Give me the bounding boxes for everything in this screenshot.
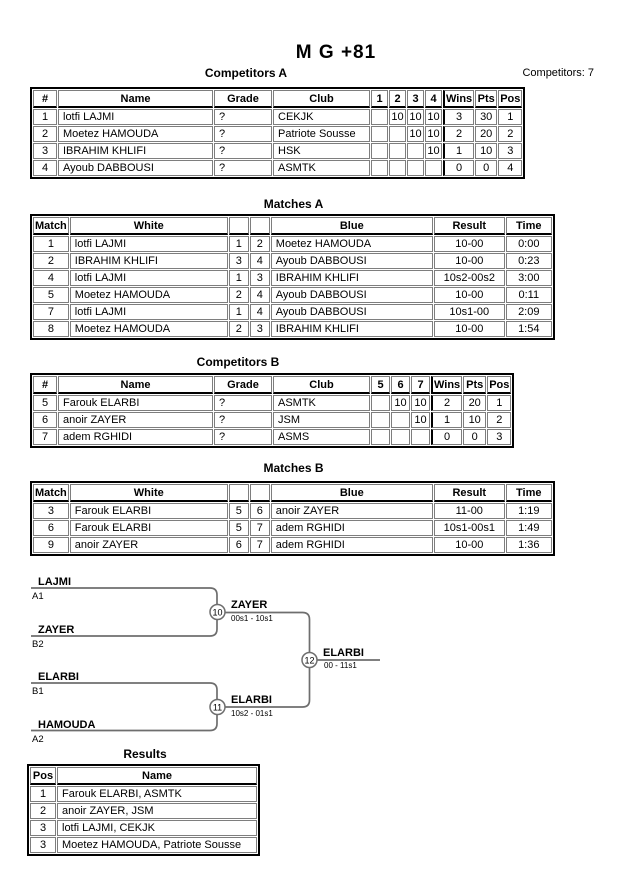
table-header-row bbox=[33, 217, 552, 235]
table-cell: 3 bbox=[30, 820, 56, 836]
bracket-sf1-top-seed: A1 bbox=[32, 591, 44, 602]
table-row bbox=[33, 304, 552, 320]
match-10-number: 10 bbox=[212, 607, 223, 618]
competitors-b-table bbox=[30, 373, 514, 448]
table-cell: ? bbox=[214, 109, 272, 125]
table-cell: 10-00 bbox=[434, 253, 505, 269]
table-cell: 4 bbox=[33, 270, 69, 286]
table-cell: 10-00 bbox=[434, 537, 505, 553]
matches-b-table bbox=[30, 481, 555, 556]
table-cell: 10s2-00s2 bbox=[434, 270, 505, 286]
table-cell: Ayoub DABBOUSI bbox=[58, 160, 213, 176]
column-header: # bbox=[33, 90, 57, 108]
table-row bbox=[30, 803, 257, 819]
column-header: Match bbox=[33, 484, 69, 502]
table-cell: 1:36 bbox=[506, 537, 552, 553]
table-cell bbox=[425, 160, 442, 176]
column-header: Name bbox=[58, 90, 213, 108]
table-cell: 5 bbox=[33, 395, 57, 411]
bracket-sf1-score: 00s1 - 10s1 bbox=[231, 614, 273, 623]
bracket-sf1-bottom-name: ZAYER bbox=[38, 624, 75, 636]
table-cell: 10 bbox=[407, 126, 424, 142]
column-header: Pts bbox=[463, 376, 486, 394]
column-header: 4 bbox=[425, 90, 442, 108]
table-cell: 1 bbox=[33, 236, 69, 252]
table-cell: 3:00 bbox=[506, 270, 552, 286]
table-row bbox=[33, 429, 511, 445]
table-cell bbox=[371, 412, 390, 428]
table-header-row bbox=[33, 376, 511, 394]
table-cell: 1 bbox=[229, 236, 249, 252]
table-cell: 1 bbox=[487, 395, 511, 411]
table-cell: 2 bbox=[229, 321, 249, 337]
table-cell: 2 bbox=[30, 803, 56, 819]
table-cell: 6 bbox=[250, 503, 270, 519]
table-cell: ? bbox=[214, 412, 272, 428]
table-cell: 3 bbox=[250, 270, 270, 286]
column-header: Club bbox=[273, 90, 370, 108]
table-cell: 2 bbox=[487, 412, 511, 428]
bracket-sf2-winner: ELARBI bbox=[231, 694, 272, 706]
table-cell: 3 bbox=[443, 109, 474, 125]
table-cell: 2 bbox=[443, 126, 474, 142]
table-cell: 0:11 bbox=[506, 287, 552, 303]
competitors-count: Competitors: 7 bbox=[522, 67, 594, 79]
bracket-line-final-connector bbox=[218, 613, 310, 708]
table-cell: 4 bbox=[33, 160, 57, 176]
column-header: Blue bbox=[271, 217, 433, 235]
results-table bbox=[27, 764, 260, 856]
table-cell bbox=[371, 160, 388, 176]
column-header: 3 bbox=[407, 90, 424, 108]
table-cell: ? bbox=[214, 143, 272, 159]
bracket-sf2-bottom-seed: A2 bbox=[32, 734, 44, 745]
bracket-sf1-bottom-seed: B2 bbox=[32, 639, 44, 650]
table-cell: anoir ZAYER bbox=[70, 537, 228, 553]
column-header: Time bbox=[506, 217, 552, 235]
table-cell bbox=[371, 429, 390, 445]
table-cell: ASMTK bbox=[273, 395, 370, 411]
table-cell: Farouk ELARBI bbox=[70, 503, 228, 519]
table-cell: 3 bbox=[229, 253, 249, 269]
table-row bbox=[33, 520, 552, 536]
bracket-sf2-top-seed: B1 bbox=[32, 686, 44, 697]
table-cell: 1:49 bbox=[506, 520, 552, 536]
table-cell: lotfi LAJMI bbox=[70, 270, 228, 286]
table-cell: 10 bbox=[463, 412, 486, 428]
table-cell: 1 bbox=[229, 304, 249, 320]
table-cell: 0 bbox=[463, 429, 486, 445]
table-cell: 7 bbox=[250, 520, 270, 536]
table-cell: 4 bbox=[250, 253, 270, 269]
table-cell: 10 bbox=[391, 395, 410, 411]
table-row bbox=[33, 253, 552, 269]
table-cell: 6 bbox=[33, 520, 69, 536]
column-header: # bbox=[33, 376, 57, 394]
table-cell: 10-00 bbox=[434, 287, 505, 303]
table-cell: ? bbox=[214, 160, 272, 176]
table-cell: Ayoub DABBOUSI bbox=[271, 304, 433, 320]
table-row bbox=[33, 143, 522, 159]
column-header: White bbox=[70, 217, 228, 235]
column-header: Pos bbox=[30, 767, 56, 785]
table-cell: anoir ZAYER bbox=[58, 412, 213, 428]
column-header: Grade bbox=[214, 376, 272, 394]
table-cell: 1:19 bbox=[506, 503, 552, 519]
table-cell: JSM bbox=[273, 412, 370, 428]
table-cell: 2 bbox=[33, 253, 69, 269]
bracket-sf2-score: 10s2 - 01s1 bbox=[231, 709, 273, 718]
table-cell: 30 bbox=[475, 109, 497, 125]
table-cell: 10 bbox=[425, 109, 442, 125]
column-header bbox=[229, 484, 249, 502]
table-cell: IBRAHIM KHLIFI bbox=[271, 321, 433, 337]
table-row bbox=[30, 820, 257, 836]
table-cell: Ayoub DABBOUSI bbox=[271, 253, 433, 269]
table-cell: Moetez HAMOUDA, Patriote Sousse bbox=[57, 837, 257, 853]
table-cell: 5 bbox=[229, 520, 249, 536]
table-cell: IBRAHIM KHLIFI bbox=[58, 143, 213, 159]
table-cell: 10 bbox=[389, 109, 406, 125]
table-cell: 10 bbox=[407, 109, 424, 125]
table-cell: IBRAHIM KHLIFI bbox=[70, 253, 228, 269]
table-cell: 3 bbox=[498, 143, 522, 159]
table-cell: Moetez HAMOUDA bbox=[271, 236, 433, 252]
column-header: Result bbox=[434, 217, 505, 235]
matches-a-title: Matches A bbox=[263, 197, 324, 211]
table-cell: 8 bbox=[33, 321, 69, 337]
page-title: M G +81 bbox=[295, 42, 377, 63]
table-cell: 1 bbox=[443, 143, 474, 159]
table-cell: 10-00 bbox=[434, 321, 505, 337]
table-cell bbox=[389, 160, 406, 176]
table-cell: ? bbox=[214, 429, 272, 445]
table-cell: 2 bbox=[229, 287, 249, 303]
table-cell: 10 bbox=[411, 395, 430, 411]
table-cell bbox=[371, 126, 388, 142]
table-cell bbox=[407, 143, 424, 159]
table-cell: 1 bbox=[30, 786, 56, 802]
table-cell: 7 bbox=[250, 537, 270, 553]
table-cell: 20 bbox=[463, 395, 486, 411]
column-header: Name bbox=[57, 767, 257, 785]
table-cell: 2 bbox=[498, 126, 522, 142]
table-header-row bbox=[33, 90, 522, 108]
table-cell: lotfi LAJMI bbox=[70, 304, 228, 320]
table-cell: 4 bbox=[498, 160, 522, 176]
table-cell: anoir ZAYER bbox=[271, 503, 433, 519]
table-cell: 0:23 bbox=[506, 253, 552, 269]
table-cell: 10 bbox=[475, 143, 497, 159]
column-header: Result bbox=[434, 484, 505, 502]
table-cell bbox=[389, 126, 406, 142]
column-header bbox=[250, 217, 270, 235]
table-row bbox=[33, 412, 511, 428]
table-cell: 9 bbox=[33, 537, 69, 553]
competitors-b-title: Competitors B bbox=[196, 355, 280, 369]
table-cell: 3 bbox=[30, 837, 56, 853]
table-cell: ASMTK bbox=[273, 160, 370, 176]
match-11-number: 11 bbox=[212, 702, 223, 713]
table-cell: lotfi LAJMI, CEKJK bbox=[57, 820, 257, 836]
table-cell: 6 bbox=[33, 412, 57, 428]
table-cell: 11-00 bbox=[434, 503, 505, 519]
column-header: 6 bbox=[391, 376, 410, 394]
table-cell: 3 bbox=[250, 321, 270, 337]
column-header: Wins bbox=[431, 376, 462, 394]
table-cell: 20 bbox=[475, 126, 497, 142]
table-cell: 7 bbox=[33, 429, 57, 445]
column-header: 2 bbox=[389, 90, 406, 108]
table-cell: Farouk ELARBI bbox=[70, 520, 228, 536]
table-cell: 10s1-00 bbox=[434, 304, 505, 320]
table-header-row bbox=[33, 484, 552, 502]
table-cell: 5 bbox=[33, 287, 69, 303]
table-cell: 3 bbox=[33, 503, 69, 519]
table-cell: ASMS bbox=[273, 429, 370, 445]
table-row bbox=[33, 503, 552, 519]
column-header: Pts bbox=[475, 90, 497, 108]
table-cell: ? bbox=[214, 395, 272, 411]
table-cell: 10 bbox=[425, 126, 442, 142]
table-cell: 1:54 bbox=[506, 321, 552, 337]
column-header: Wins bbox=[443, 90, 474, 108]
column-header: 7 bbox=[411, 376, 430, 394]
table-cell: 3 bbox=[33, 143, 57, 159]
column-header: Pos bbox=[487, 376, 511, 394]
competitors-a-table bbox=[30, 87, 525, 179]
table-cell: Farouk ELARBI bbox=[58, 395, 213, 411]
column-header: Grade bbox=[214, 90, 272, 108]
table-cell bbox=[389, 143, 406, 159]
table-row bbox=[33, 160, 522, 176]
table-cell: Moetez HAMOUDA bbox=[58, 126, 213, 142]
column-header bbox=[229, 217, 249, 235]
table-cell: 2 bbox=[33, 126, 57, 142]
matches-b-title: Matches B bbox=[263, 461, 324, 475]
table-cell: adem RGHIDI bbox=[271, 520, 433, 536]
table-cell: ? bbox=[214, 126, 272, 142]
column-header: Club bbox=[273, 376, 370, 394]
table-cell: IBRAHIM KHLIFI bbox=[271, 270, 433, 286]
knockout-bracket bbox=[0, 555, 630, 755]
table-cell: 4 bbox=[250, 287, 270, 303]
table-cell bbox=[371, 395, 390, 411]
table-row bbox=[30, 786, 257, 802]
table-cell: 7 bbox=[33, 304, 69, 320]
column-header: Match bbox=[33, 217, 69, 235]
table-cell: Patriote Sousse bbox=[273, 126, 370, 142]
table-cell: 10 bbox=[411, 412, 430, 428]
table-cell bbox=[407, 160, 424, 176]
bracket-sf1-top-name: LAJMI bbox=[38, 576, 71, 588]
match-12-number: 12 bbox=[304, 655, 315, 666]
table-cell: 1 bbox=[431, 412, 462, 428]
column-header bbox=[250, 484, 270, 502]
table-header-row bbox=[30, 767, 257, 785]
table-cell: adem RGHIDI bbox=[58, 429, 213, 445]
table-cell: 10-00 bbox=[434, 236, 505, 252]
table-cell: 0 bbox=[443, 160, 474, 176]
bracket-sf1-winner: ZAYER bbox=[231, 599, 268, 611]
bracket-sf2-top-name: ELARBI bbox=[38, 671, 79, 683]
table-row bbox=[33, 236, 552, 252]
table-cell: 10s1-00s1 bbox=[434, 520, 505, 536]
column-header: Blue bbox=[271, 484, 433, 502]
table-row bbox=[30, 837, 257, 853]
table-cell: lotfi LAJMI bbox=[58, 109, 213, 125]
table-row bbox=[33, 270, 552, 286]
table-cell bbox=[371, 109, 388, 125]
table-row bbox=[33, 126, 522, 142]
competitors-a-title: Competitors A bbox=[204, 66, 288, 80]
table-cell bbox=[411, 429, 430, 445]
column-header: White bbox=[70, 484, 228, 502]
table-cell bbox=[371, 143, 388, 159]
table-cell: 3 bbox=[487, 429, 511, 445]
table-row bbox=[33, 395, 511, 411]
table-cell: 2:09 bbox=[506, 304, 552, 320]
table-cell: Ayoub DABBOUSI bbox=[271, 287, 433, 303]
column-header: Pos bbox=[498, 90, 522, 108]
table-cell: 6 bbox=[229, 537, 249, 553]
column-header: 1 bbox=[371, 90, 388, 108]
bracket-final-score: 00 - 11s1 bbox=[324, 661, 357, 670]
table-cell bbox=[391, 412, 410, 428]
bracket-final-winner: ELARBI bbox=[323, 647, 364, 659]
table-cell: Farouk ELARBI, ASMTK bbox=[57, 786, 257, 802]
table-row bbox=[33, 109, 522, 125]
table-cell: HSK bbox=[273, 143, 370, 159]
table-cell: adem RGHIDI bbox=[271, 537, 433, 553]
column-header: 5 bbox=[371, 376, 390, 394]
results-title: Results bbox=[123, 747, 167, 761]
table-cell: 2 bbox=[250, 236, 270, 252]
column-header: Name bbox=[58, 376, 213, 394]
table-cell bbox=[391, 429, 410, 445]
matches-a-table bbox=[30, 214, 555, 340]
table-cell: anoir ZAYER, JSM bbox=[57, 803, 257, 819]
table-cell: 4 bbox=[250, 304, 270, 320]
table-row bbox=[33, 287, 552, 303]
table-cell: lotfi LAJMI bbox=[70, 236, 228, 252]
table-row bbox=[33, 537, 552, 553]
table-cell: 0 bbox=[431, 429, 462, 445]
table-cell: 1 bbox=[498, 109, 522, 125]
table-cell: CEKJK bbox=[273, 109, 370, 125]
table-cell: 2 bbox=[431, 395, 462, 411]
column-header: Time bbox=[506, 484, 552, 502]
table-cell: Moetez HAMOUDA bbox=[70, 287, 228, 303]
table-cell: 1 bbox=[33, 109, 57, 125]
table-row bbox=[33, 321, 552, 337]
table-cell: Moetez HAMOUDA bbox=[70, 321, 228, 337]
table-cell: 5 bbox=[229, 503, 249, 519]
bracket-sf2-bottom-name: HAMOUDA bbox=[38, 719, 96, 731]
table-cell: 0 bbox=[475, 160, 497, 176]
table-cell: 0:00 bbox=[506, 236, 552, 252]
table-cell: 10 bbox=[425, 143, 442, 159]
table-cell: 1 bbox=[229, 270, 249, 286]
